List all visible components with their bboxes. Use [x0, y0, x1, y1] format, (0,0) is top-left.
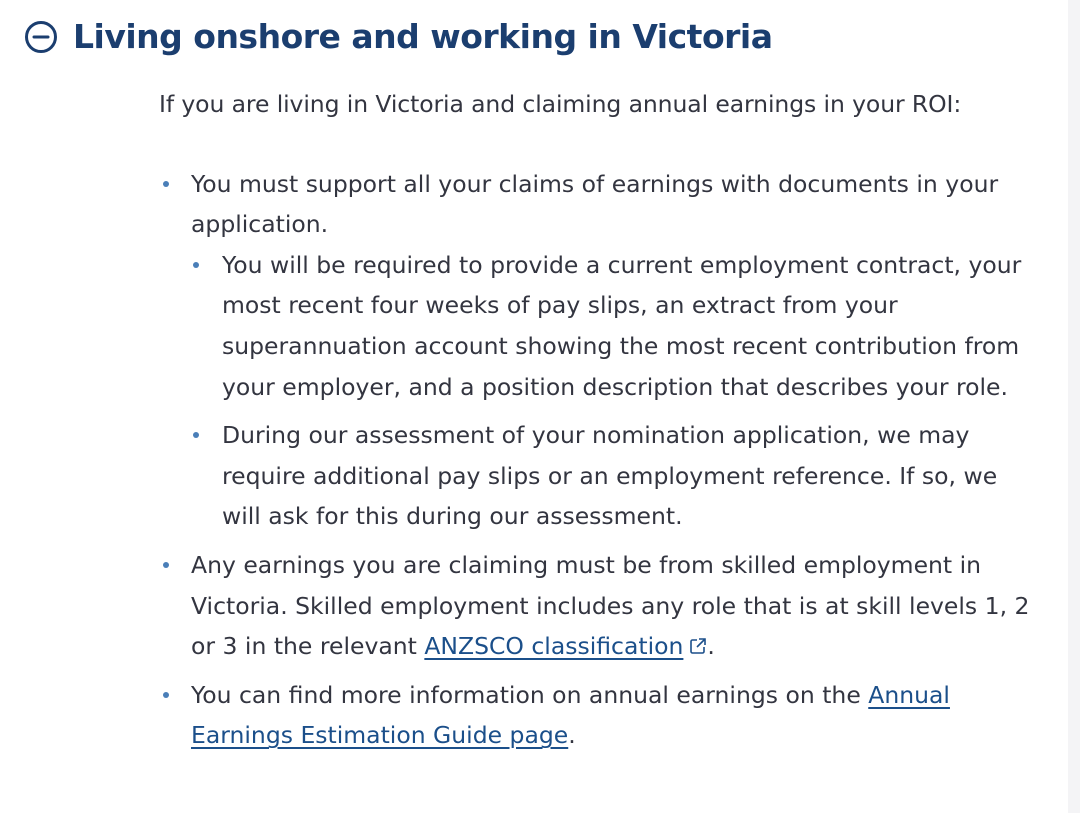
accordion-header[interactable] — [24, 14, 772, 60]
external-link-icon[interactable] — [689, 627, 707, 645]
list-item-punct: . — [568, 721, 576, 750]
annual-earnings-guide-link[interactable]: Annual Earnings Estimation Guide page — [191, 680, 950, 750]
sub-list-item — [222, 245, 1041, 407]
bullet-dot — [193, 432, 199, 438]
list-item — [191, 675, 1041, 756]
list-item-text: You can find more information on annual earnings on the — [191, 680, 869, 709]
bullet-dot — [163, 562, 169, 568]
list-item — [191, 545, 1041, 667]
bullet-dot — [193, 262, 199, 268]
sub-list — [191, 245, 1041, 537]
sub-list-item — [222, 415, 1041, 537]
list-item-text: Any earnings you are claiming must be from skilled employment in Victoria. Skilled employment includes any role that is at skill levels 1, 2 or 3 in the relevant — [191, 550, 1030, 661]
page-edge-strip — [1068, 0, 1080, 813]
list-item-punct: . — [707, 632, 715, 661]
collapse-minus-circle-icon[interactable] — [24, 20, 58, 54]
accordion-content — [159, 84, 1059, 764]
list-item-text: You must support all your claims of earnings with documents in your application. — [191, 169, 999, 239]
intro-text: If you are living in Victoria and claiming annual earnings in your ROI: — [159, 90, 962, 118]
list-item — [191, 164, 1041, 537]
bullet-dot — [163, 692, 169, 698]
section-heading: Living onshore and working in Victoria — [73, 17, 773, 56]
sub-list-item-text: You will be required to provide a current employment contract, your most recent four weeks of pay slips, an extract from your superannuation account showing the most recent contribution from your employer, and a position description that describes your role. — [222, 250, 1022, 401]
sub-list-item-text: During our assessment of your nomination application, we may require additional pay slips or an employment reference. If so, we will ask for this during our assessment. — [222, 421, 998, 531]
bullet-dot — [163, 181, 169, 187]
anzsco-classification-link[interactable] — [424, 632, 707, 660]
link-text[interactable]: ANZSCO classification — [424, 632, 684, 661]
requirements-list — [159, 164, 1041, 756]
